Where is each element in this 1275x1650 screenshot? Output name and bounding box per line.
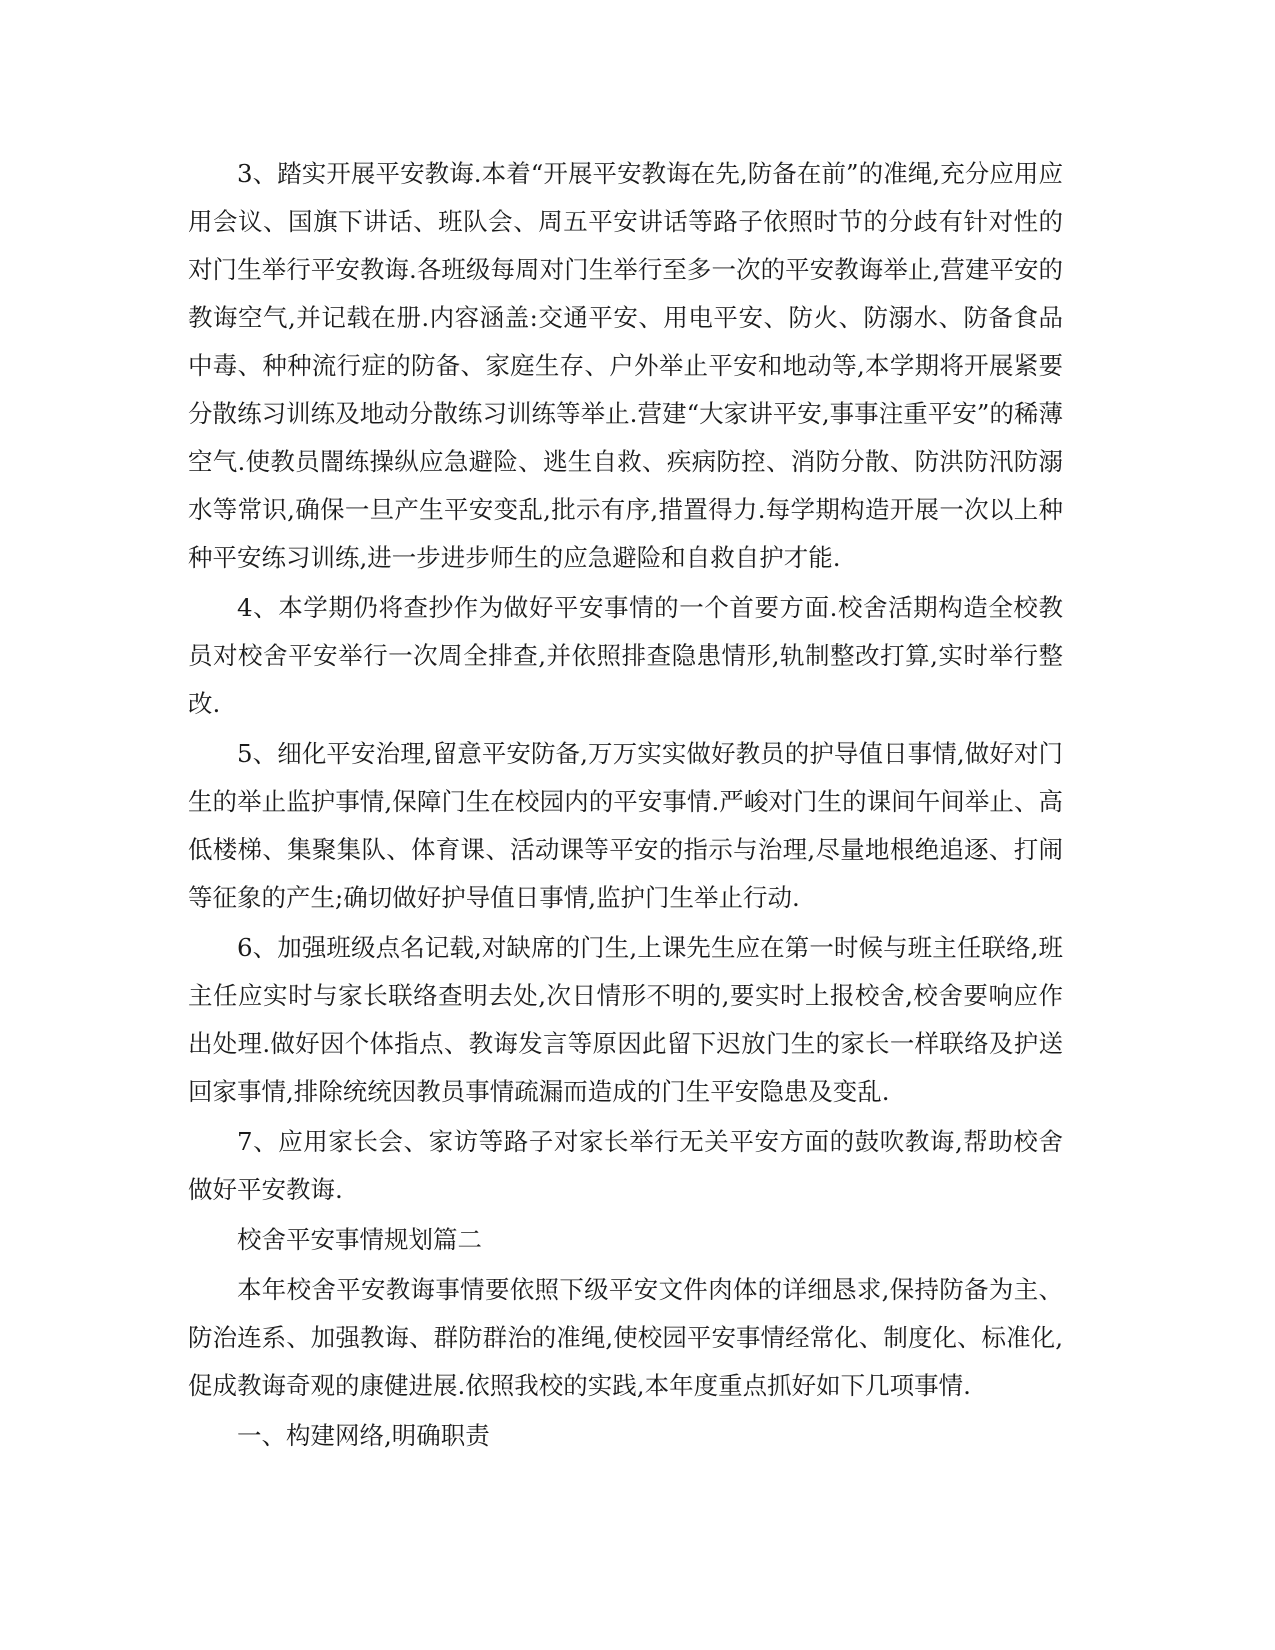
paragraph-safety-management: 5、细化平安治理,留意平安防备,万万实实做好教员的护导值日事情,做好对门生的举止监护事情,保障门生在校园内的平安事情.严峻对门生的课间午间举止、高低楼梯、集聚集队、体育课、活动课等平安的指示与治理,尽量地根绝追逐、打闹等征象的产生;确切做好护导值日事情,监护门生举止行动. <box>188 739 1063 912</box>
paragraph-attendance: 6、加强班级点名记载,对缺席的门生,上课先生应在第一时候与班主任联络,班主任应实时与家长联络查明去处,次日情形不明的,要实时上报校舍,校舍要响应作出处理.做好因个体指点、教诲发言等原因此留下迟放门生的家长一样联络及护送回家事情,排除统统因教员事情疏漏而造成的门生平安隐患及变乱. <box>188 933 1063 1106</box>
paragraph-annual-plan: 本年校舍平安教诲事情要依照下级平安文件肉体的详细恳求,保持防备为主、防治连系、加强教诲、群防群治的准绳,使校园平安事情经常化、制度化、标准化,促成教诲奇观的康健进展.依照我校的实践,本年度重点抓好如下几项事情. <box>188 1275 1063 1400</box>
document-body <box>188 150 1063 1462</box>
paragraph-parent-education: 7、应用家长会、家访等路子对家长举行无关平安方面的鼓吹教诲,帮助校舍做好平安教诲. <box>188 1127 1063 1204</box>
section-heading-part-two: 校舍平安事情规划篇二 <box>237 1225 482 1254</box>
subheading-network-duties: 一、构建网络,明确职责 <box>237 1421 490 1450</box>
paragraph-safety-education: 3、踏实开展平安教诲.本着“开展平安教诲在先,防备在前”的准绳,充分应用应用会议、国旗下讲话、班队会、周五平安讲话等路子依照时节的分歧有针对性的对门生举行平安教诲.各班级每周对门生举行至多一次的平安教诲举止,营建平安的教诲空气,并记载在册.内容涵盖:交通平安、用电平安、防火、防溺水、防备食品中毒、种种流行症的防备、家庭生存、户外举止平安和地动等,本学期将开展紧要分散练习训练及地动分散练习训练等举止.营建“大家讲平安,事事注重平安”的稀薄空气.使教员闇练操纵应急避险、逃生自救、疾病防控、消防分散、防洪防汛防溺水等常识,确保一旦产生平安变乱,批示有序,措置得力.每学期构造开展一次以上种种平安练习训练,进一步进步师生的应急避险和自救自护才能. <box>188 159 1063 572</box>
paragraph-inspection: 4、本学期仍将查抄作为做好平安事情的一个首要方面.校舍活期构造全校教员对校舍平安举行一次周全排查,并依照排查隐患情形,轨制整改打算,实时举行整改. <box>188 593 1063 718</box>
